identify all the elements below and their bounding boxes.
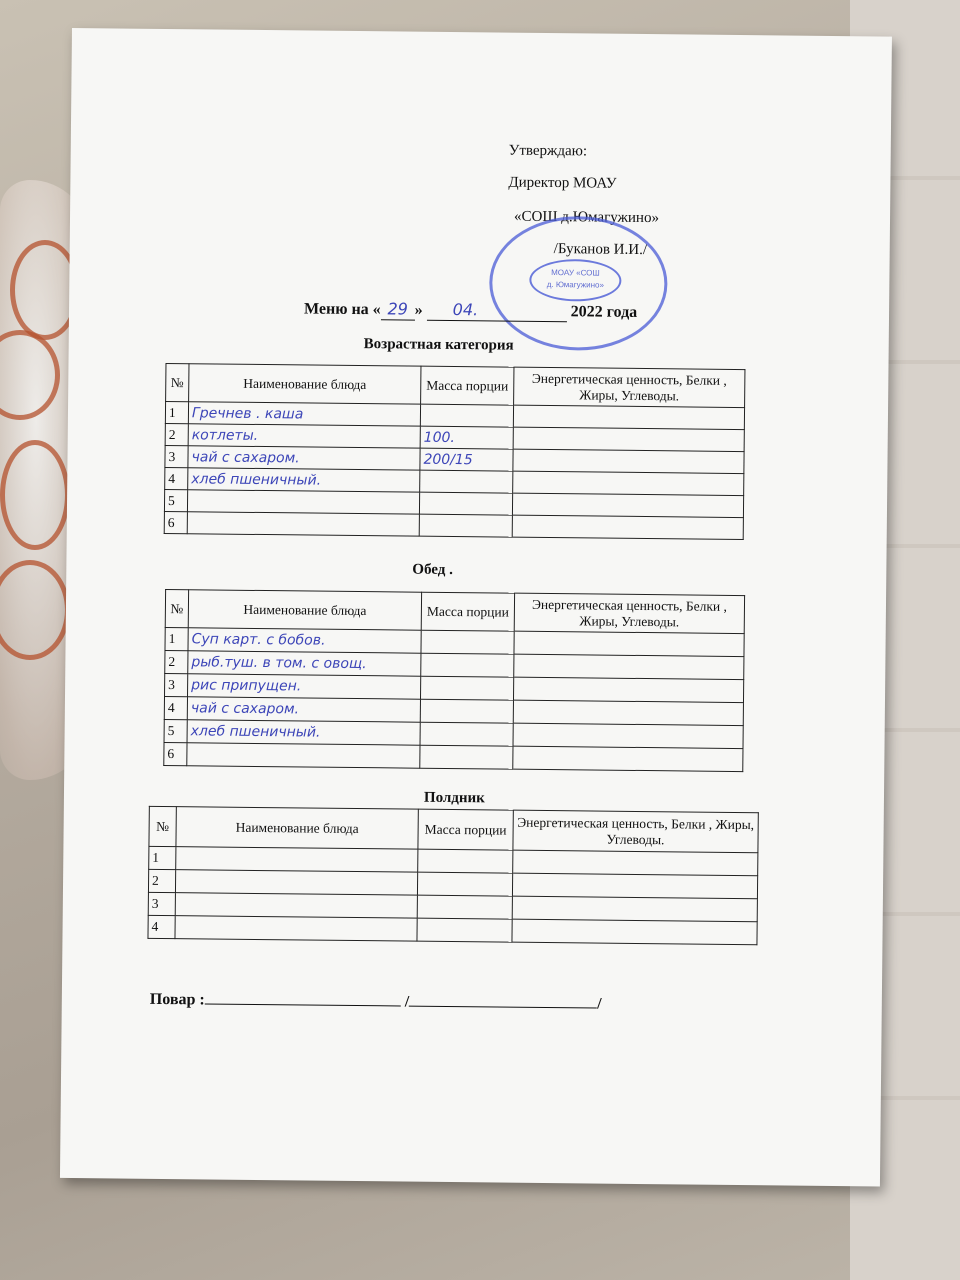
menu-day: 29	[387, 299, 409, 319]
col-number: №	[149, 806, 176, 846]
dish-name	[175, 870, 417, 896]
energy-value	[513, 427, 744, 451]
dish-name: Суп карт. с бобов.	[188, 628, 421, 653]
stamp-line-1: МОАУ «СОШ	[551, 268, 600, 278]
dish-name	[175, 916, 417, 942]
portion-mass	[421, 630, 514, 654]
row-number: 4	[164, 697, 187, 720]
menu-month: 04.	[452, 300, 479, 320]
section-title-age: Возрастная категория	[363, 336, 514, 354]
col-dish: Наименование блюда	[188, 590, 421, 630]
portion-mass	[420, 699, 513, 723]
dish-name: котлеты.	[188, 424, 420, 448]
energy-value	[512, 896, 757, 922]
energy-value	[513, 677, 743, 702]
row-number: 6	[164, 511, 187, 533]
cook-signature-line	[150, 991, 602, 1014]
dish-name: рыб.туш. в том. с овощ.	[188, 651, 421, 676]
row-number: 4	[165, 467, 188, 489]
dish-name	[175, 893, 417, 919]
approval-line-2: Директор МОАУ	[508, 174, 617, 192]
menu-prefix: Меню на «	[303, 300, 381, 319]
row-number: 4	[148, 915, 175, 938]
energy-value	[513, 850, 758, 876]
dish-name	[187, 490, 419, 514]
cook-end: /	[597, 995, 602, 1013]
row-number: 2	[165, 423, 188, 445]
approval-line-1: Утверждаю:	[508, 142, 588, 160]
row-number: 6	[164, 743, 187, 766]
dish-name: хлеб пшеничный.	[188, 468, 420, 492]
col-dish: Наименование блюда	[176, 807, 418, 850]
portion-mass	[417, 872, 512, 896]
col-number: №	[166, 364, 189, 402]
col-energy: Энергетическая ценность, Белки , Жиры, Углеводы.	[513, 810, 758, 853]
row-number: 2	[165, 651, 188, 674]
table-row	[164, 743, 743, 772]
row-number: 3	[165, 445, 188, 467]
portion-mass	[420, 745, 513, 769]
portion-mass: 200/15	[420, 448, 513, 471]
menu-middle: »	[414, 301, 423, 319]
dish-name	[176, 847, 418, 873]
col-number: №	[165, 590, 188, 628]
table-row	[164, 511, 743, 539]
row-number: 5	[164, 489, 187, 511]
section-title-snack: Полдник	[423, 789, 485, 807]
cook-label: Повар :	[149, 990, 205, 1009]
col-mass: Масса порции	[421, 592, 514, 631]
dish-name	[187, 512, 419, 536]
row-number: 1	[149, 846, 176, 869]
portion-mass	[417, 895, 512, 919]
energy-value	[512, 493, 743, 517]
menu-table-snack	[147, 806, 758, 945]
portion-mass	[419, 514, 512, 537]
dish-name: чай с сахаром.	[187, 697, 420, 722]
dish-name	[187, 743, 420, 768]
row-number: 1	[165, 402, 188, 424]
energy-value	[513, 700, 743, 725]
approval-line-4: /Буканов И.И./	[553, 241, 648, 259]
col-energy: Энергетическая ценность, Белки , Жиры, Углеводы.	[514, 593, 744, 633]
energy-value	[513, 471, 744, 495]
menu-suffix: года	[606, 303, 638, 321]
col-mass: Масса порции	[418, 809, 513, 850]
energy-value	[513, 723, 743, 748]
portion-mass	[420, 404, 513, 427]
row-number: 3	[165, 674, 188, 697]
dish-name: хлеб пшеничный.	[187, 720, 420, 745]
energy-value	[512, 873, 757, 899]
approval-line-3: «СОШ д.Юмагужино»	[513, 208, 660, 227]
energy-value	[513, 449, 744, 473]
energy-value	[513, 405, 744, 429]
dish-name: рис припущен.	[188, 674, 421, 699]
row-number: 5	[164, 720, 187, 743]
energy-value	[512, 919, 757, 945]
stamp-line-2: д. Юмагужино»	[546, 279, 604, 290]
col-energy: Энергетическая ценность, Белки , Жиры, Углеводы.	[514, 367, 745, 407]
portion-mass	[417, 918, 512, 942]
energy-value	[513, 746, 743, 771]
stamp-center	[529, 259, 621, 302]
portion-mass	[419, 492, 512, 515]
menu-sheet	[60, 28, 892, 1187]
energy-value	[514, 654, 744, 679]
row-number: 3	[148, 892, 175, 915]
row-number: 2	[148, 869, 175, 892]
portion-mass	[420, 470, 513, 493]
col-dish: Наименование блюда	[189, 364, 421, 404]
dish-name: чай с сахаром.	[188, 446, 420, 470]
energy-value	[514, 631, 744, 656]
menu-date-line	[304, 298, 637, 322]
col-mass: Масса порции	[421, 366, 514, 405]
portion-mass	[420, 676, 513, 700]
portion-mass	[420, 722, 513, 746]
dish-name: Гречнев . каша	[188, 402, 420, 426]
menu-year: 2022	[570, 303, 603, 321]
portion-mass	[418, 849, 513, 873]
portion-mass	[421, 653, 514, 677]
menu-table-lunch	[163, 589, 745, 772]
row-number: 1	[165, 628, 188, 651]
section-title-lunch: Обед .	[412, 561, 453, 579]
menu-table-age	[164, 363, 746, 540]
cook-separator: /	[404, 993, 410, 1011]
portion-mass: 100.	[420, 426, 513, 449]
energy-value	[512, 515, 743, 539]
